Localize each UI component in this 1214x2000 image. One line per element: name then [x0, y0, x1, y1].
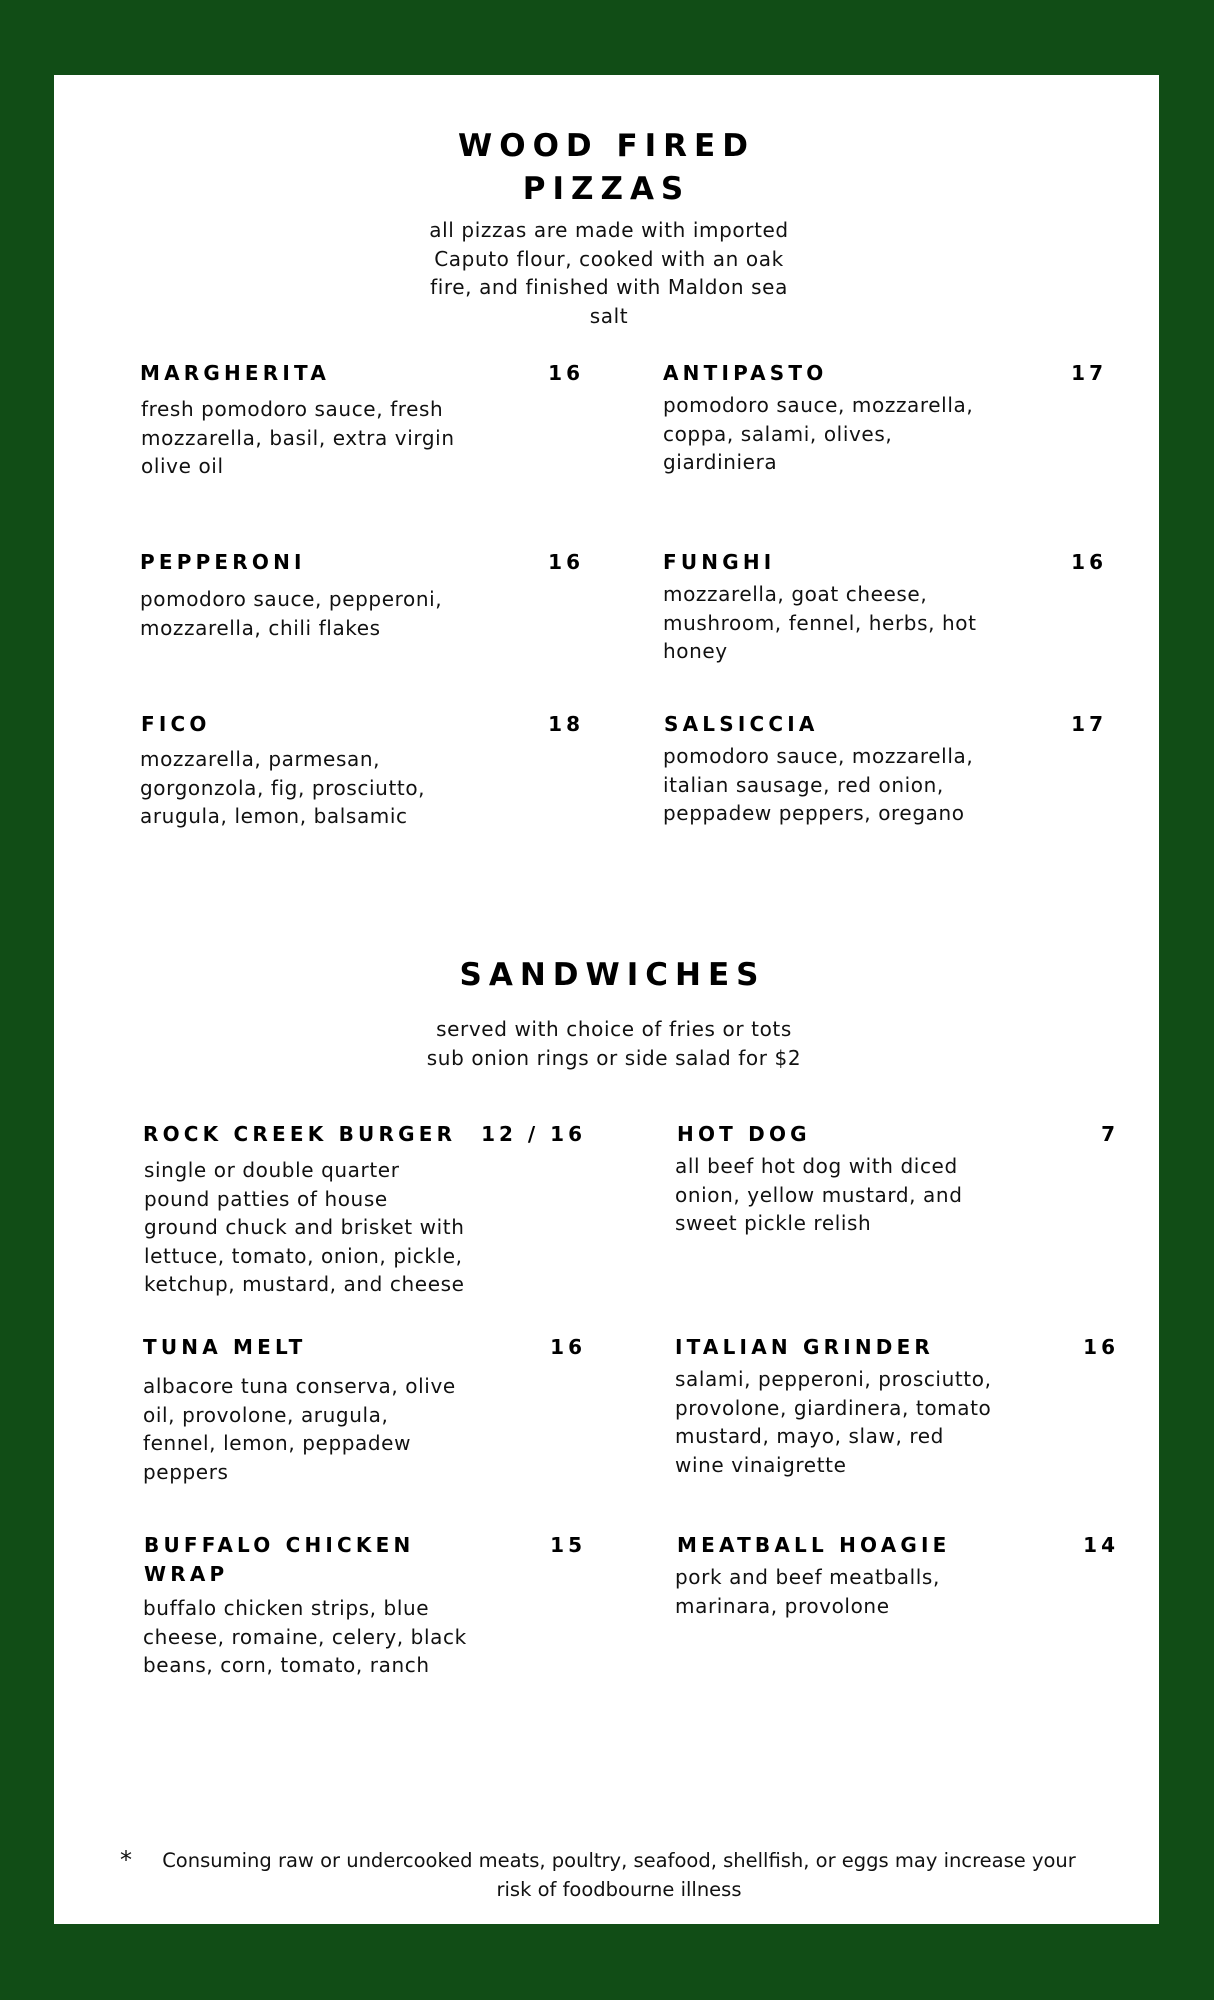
item-name: SALSICCIA [664, 712, 819, 736]
description-line: beans, corn, tomato, ranch [143, 1653, 430, 1677]
subtitle-line: all pizzas are made with imported [429, 218, 789, 242]
description-line: buffalo chicken strips, blue [143, 1596, 430, 1620]
subtitle-line: fire, and finished with Maldon sea [430, 275, 788, 299]
item-name-line: BUFFALO CHICKEN [144, 1533, 415, 1557]
item-name: TUNA MELT [143, 1335, 307, 1359]
item-price: 16 [548, 361, 584, 385]
description-line: olive oil [141, 454, 224, 478]
item-name: ANTIPASTO [663, 361, 828, 385]
item-name: FUNGHI [663, 550, 776, 574]
description-line: ground chuck and brisket with [144, 1215, 465, 1239]
item-description [140, 585, 520, 642]
description-line: marinara, provolone [675, 1593, 890, 1618]
item-name: PEPPERONI [140, 550, 306, 574]
item-name [144, 1531, 414, 1589]
description-line: pomodoro sauce, pepperoni, [140, 587, 443, 611]
description-line: fennel, lemon, peppadew [143, 1431, 412, 1455]
item-price: 17 [1071, 712, 1107, 736]
description-line: salami, pepperoni, prosciutto, [675, 1367, 992, 1391]
description-line: pound patties of house [144, 1186, 388, 1211]
description-line: lettuce, tomato, onion, pickle, [144, 1243, 463, 1268]
description-line: pomodoro sauce, mozzarella, [663, 393, 974, 417]
item-name: MEATBALL HOAGIE [677, 1533, 951, 1557]
item-name-line: WRAP [144, 1562, 229, 1586]
item-description [675, 1152, 1055, 1238]
description-line: all beef hot dog with diced [675, 1154, 958, 1178]
description-line: ketchup, mustard, and cheese [144, 1272, 465, 1296]
section-title-line: WOOD FIRED [458, 128, 755, 164]
item-description [663, 742, 1043, 828]
description-line: italian sausage, red onion, [663, 772, 944, 797]
description-line: mushroom, fennel, herbs, hot [663, 610, 977, 635]
item-price: 15 [550, 1533, 586, 1557]
description-line: oil, provolone, arugula, [143, 1402, 389, 1427]
item-description [663, 580, 1043, 666]
description-line: provolone, giardinera, tomato [675, 1395, 992, 1420]
item-description [143, 1594, 543, 1680]
description-line: giardiniera [663, 450, 778, 474]
description-line: mozzarella, basil, extra virgin [141, 425, 455, 450]
item-price: 12 / 16 [481, 1122, 586, 1146]
item-price: 18 [548, 712, 584, 736]
section-title-line: PIZZAS [522, 171, 691, 207]
section-title-pizzas [54, 125, 1159, 211]
item-description [675, 1365, 1075, 1479]
item-name: HOT DOG [677, 1122, 811, 1146]
description-line: albacore tuna conserva, olive [143, 1374, 456, 1398]
description-line: peppers [143, 1459, 229, 1484]
subtitle-line: sub onion rings or side salad for $2 [426, 1045, 802, 1070]
item-description [141, 395, 521, 481]
item-description [663, 391, 1043, 477]
description-line: mustard, mayo, slaw, red [675, 1424, 944, 1448]
item-price: 17 [1071, 361, 1107, 385]
section-title-sandwiches: SANDWICHES [459, 957, 766, 993]
item-price: 7 [1101, 1122, 1119, 1146]
item-description [675, 1563, 1055, 1620]
item-price: 16 [1083, 1335, 1119, 1359]
subtitle-line: Caputo flour, cooked with an oak [434, 246, 784, 271]
footnote-text [159, 1847, 1079, 1904]
item-name: FICO [141, 712, 211, 736]
item-price: 16 [548, 550, 584, 574]
description-line: peppadew peppers, oregano [663, 801, 965, 825]
description-line: wine vinaigrette [675, 1452, 847, 1477]
item-name: ITALIAN GRINDER [675, 1335, 935, 1359]
section-subtitle-pizzas [394, 216, 824, 330]
item-description [143, 1372, 523, 1486]
item-price: 14 [1083, 1533, 1119, 1557]
description-line: gorgonzola, fig, prosciutto, [140, 775, 426, 800]
description-line: honey [663, 639, 728, 663]
item-description [140, 745, 520, 831]
description-line: mozzarella, goat cheese, [663, 582, 928, 606]
subtitle-line: served with choice of fries or tots [436, 1017, 792, 1041]
description-line: coppa, salami, olives, [663, 421, 893, 446]
description-line: sweet pickle relish [675, 1211, 872, 1235]
item-price: 16 [550, 1335, 586, 1359]
description-line: single or double quarter [144, 1158, 400, 1182]
description-line: fresh pomodoro sauce, fresh [141, 397, 444, 421]
footnote-asterisk: * [120, 1846, 132, 1874]
description-line: pork and beef meatballs, [675, 1565, 940, 1589]
footnote-line: risk of foodbourne illness [496, 1877, 742, 1901]
section-subtitle-sandwiches [354, 1015, 874, 1072]
description-line: cheese, romaine, celery, black [143, 1624, 467, 1649]
item-description [144, 1156, 544, 1299]
item-price: 16 [1071, 550, 1107, 574]
item-name: MARGHERITA [140, 361, 331, 385]
description-line: arugula, lemon, balsamic [140, 804, 408, 828]
subtitle-line: salt [589, 303, 629, 328]
description-line: onion, yellow mustard, and [675, 1182, 963, 1207]
menu-page [54, 75, 1159, 1924]
item-name: ROCK CREEK BURGER [143, 1122, 457, 1146]
description-line: pomodoro sauce, mozzarella, [663, 744, 974, 768]
description-line: mozzarella, parmesan, [140, 747, 381, 771]
description-line: mozzarella, chili flakes [140, 615, 381, 640]
footnote-line: Consuming raw or undercooked meats, poultry, seafood, shellfish, or eggs may increase your [162, 1849, 1076, 1872]
